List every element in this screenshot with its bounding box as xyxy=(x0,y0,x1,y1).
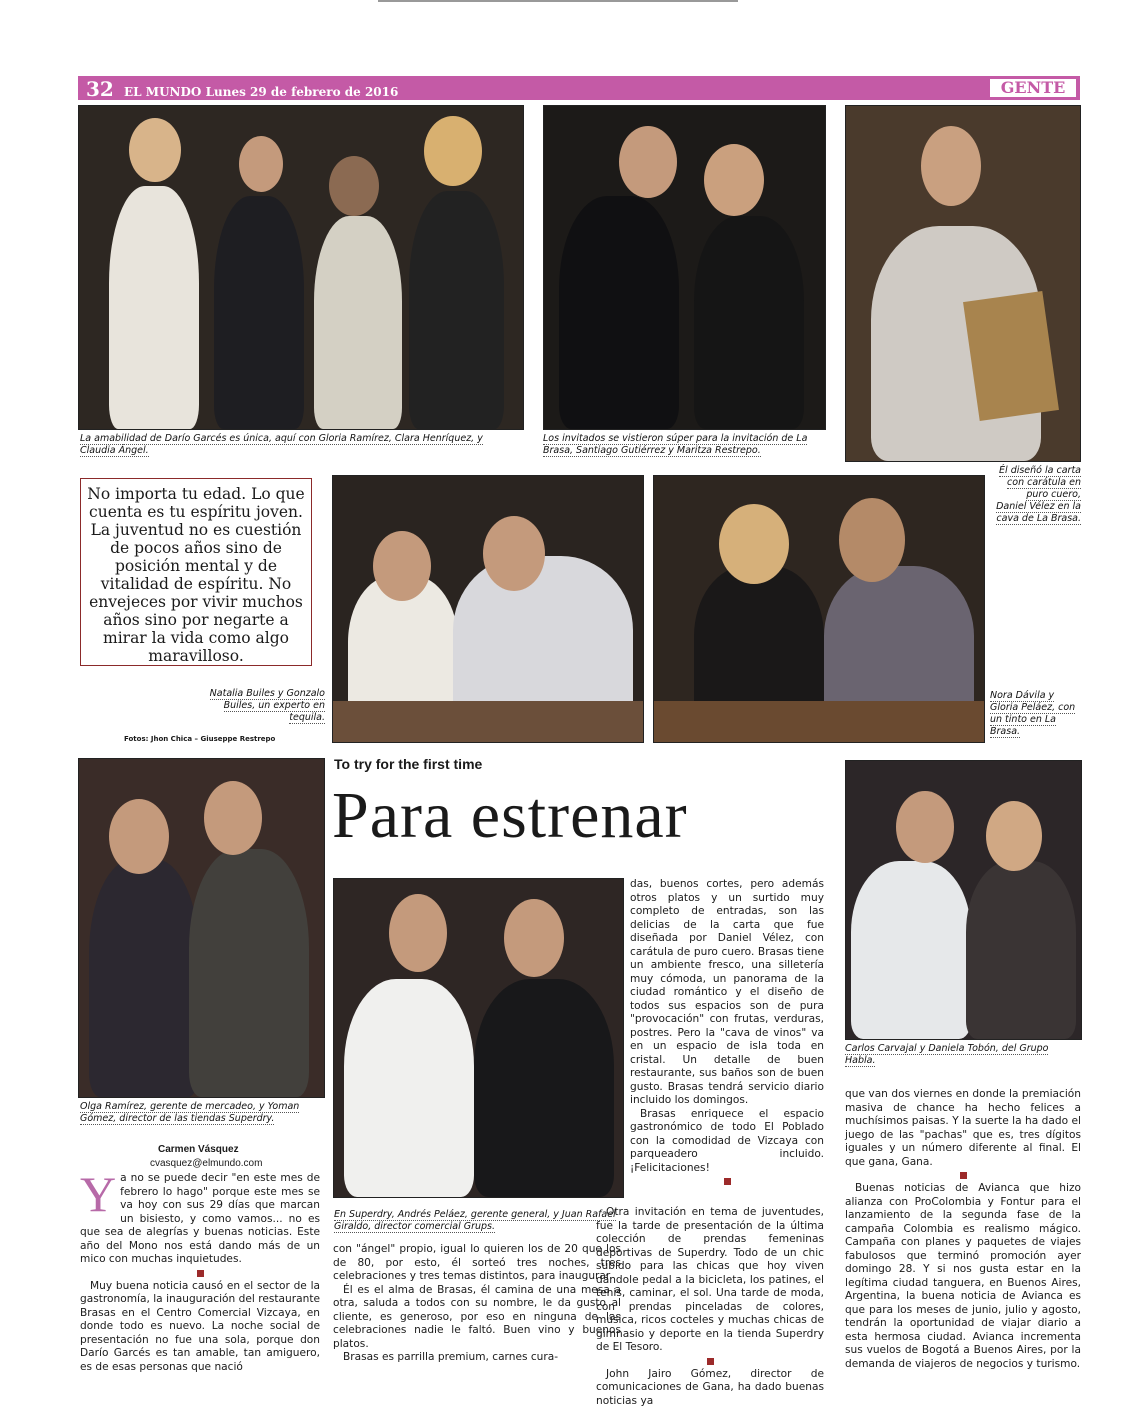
photo-4 xyxy=(332,475,644,743)
photo-6-caption: Olga Ramírez, gerente de mercadeo, y Yoman Gómez, director de las tiendas Superdry. xyxy=(80,1101,300,1124)
photo-5-caption: Nora Dávila y Gloria Peláez, con un tinto en La Brasa. xyxy=(990,690,1076,737)
photo-8-caption: Carlos Carvajal y Daniela Tobón, del Grupo Habla. xyxy=(845,1043,1049,1066)
paper-name: EL MUNDO xyxy=(124,85,202,99)
photo-1-caption: La amabilidad de Darío Garcés es única, aquí con Gloria Ramírez, Clara Henríquez, y Claudia Ángel. xyxy=(80,433,483,456)
page-edge xyxy=(378,0,738,2)
quote-box xyxy=(80,478,312,666)
article-column-3 xyxy=(630,878,824,1188)
photo-8 xyxy=(845,760,1082,1040)
quote-text: No importa tu edad. Lo que cuenta es tu espíritu joven. La juventud no es cuestión de pocos años sino de posición mental y de vitalidad de espíritu. No envejeces por vivir muchos años sino por negarte a mirar la vida como algo maravilloso. xyxy=(87,485,305,665)
paragraph: Muy buena noticia causó en el sector de la gastronomía, la inauguración del restaurante Brasas en el Centro Comercial Vizcaya, en donde todo es nuevo. La noche social de presentación no fue una sola, porque don Darío Garcés es tan amable, tan amiguero, es de esas personas que nació xyxy=(80,1279,320,1373)
paragraph: Buenas noticias de Avianca que hizo alianza con ProColombia y Fontur para el lanzamiento de la segunda fase de la campaña Colombia es realismo mágico. Campaña con planes y paquetes de viajes fabulosos que terminó promoción ayer domingo 28. Y si nos gusta estar en la legítima ciudad tanguera, en Buenos Aires, Argentina, la buena noticia de Avianca es que para los meses de junio, julio y agosto, tendrán la oportunidad de viajar diario a esta hermosa ciudad. Avianca incrementa sus vuelos de Bogotá a Buenos Aires, por la demanda de viajeros de negocios y turismo. xyxy=(845,1182,1081,1370)
photo-6 xyxy=(78,758,325,1098)
paragraph: a no se puede decir "en este mes de febrero lo hago" porque este mes se va hoy con sus 29 días que marcan un bisiesto, y como vamos... no es que sea de alegrías y buenas noticias. Este año del Mono nos está dando más de un mico con muchas inquietudes. xyxy=(80,1172,320,1265)
paragraph: John Jairo Gómez, director de comunicaciones de Gana, ha dado buenas noticias ya xyxy=(596,1367,824,1407)
paragraph: con "ángel" propio, igual lo quieren los de 20 que los de 80, por esto, él sorteó tres noches, tres celebraciones y tres temas distintos, para inaugurar. xyxy=(333,1243,621,1282)
page-header xyxy=(86,77,398,101)
article-kicker: To try for the first time xyxy=(334,756,483,772)
photo-7-caption: En Superdry, Andrés Peláez, gerente general, y Juan Rafael Giraldo, director comercial Grups. xyxy=(334,1209,616,1232)
photo-3-caption: Él diseñó la carta con carátula en puro cuero, Daniel Vélez en la cava de La Brasa. xyxy=(996,465,1081,524)
article-column-1 xyxy=(80,1166,320,1374)
article-column-3-wide xyxy=(596,1206,824,1408)
section-separator xyxy=(707,1358,714,1365)
photo-5 xyxy=(653,475,985,743)
article-email: cvasquez@elmundo.com xyxy=(150,1158,263,1169)
photo-2-caption: Los invitados se vistieron súper para la invitación de La Brasa, Santiago Gutiérrez y Maritza Restrepo. xyxy=(543,433,808,456)
photo-4-caption: Natalia Builes y Gonzalo Builes, un experto en tequila. xyxy=(209,688,325,723)
photo-1 xyxy=(78,105,524,430)
paragraph: que van dos viernes en donde la premiación masiva de chance ha hecho felices a muchísimos paisas. Y la suerte la ha dado el juego de las "pachas" que es, tres dígitos iguales y un número diferente al final. El que gana, Gana. xyxy=(845,1088,1081,1168)
paragraph: Brasas enriquece el espacio gastronómico de todo El Poblado con la comodidad de Vizcaya con parqueadero incluido. ¡Felicitaciones! xyxy=(630,1107,824,1174)
photo-7 xyxy=(333,878,624,1198)
section-separator xyxy=(724,1178,731,1185)
photo-2 xyxy=(543,105,826,430)
article-column-4 xyxy=(845,1088,1081,1371)
article-headline: Para estrenar xyxy=(332,779,688,852)
article-column-2 xyxy=(333,1243,621,1365)
page-number: 32 xyxy=(86,77,114,101)
paragraph: Otra invitación en tema de juventudes, fue la tarde de presentación de la última colección de prendas femeninas deportivas de Superdry. Todo de un chic subido para las chicas que hoy viven dándole pedal a la bicicleta, los patines, el tenis, caminar, el sol. Una tarde de moda, con prendas pinceladas de colores, música, ricos cocteles y muchas chicas de gimnasio y deporte en la tienda Superdry de El Tesoro. xyxy=(596,1206,824,1353)
section-label: GENTE xyxy=(988,77,1078,99)
article-author: Carmen Vásquez xyxy=(158,1144,239,1155)
paragraph: das, buenos cortes, pero además otros platos y un surtido muy completo de entradas, son las delicias de la carta que fue diseñada por Daniel Vélez, con carátula de puro cuero. Brasas tiene un ambiente fresco, una silletería muy cómoda, un panorama de la ciudad romántico y el diseño de todos sus espacios son de pura "provocación" con frutas, verduras, postres. Pero la "cava de vinos" va en un espacio de isla toda en cristal. Un detalle de buen restaurante, sus baños son de buen gusto. Brasas tendrá servicio diario incluido los domingos. xyxy=(630,878,824,1106)
photo-3 xyxy=(845,105,1081,462)
section-separator xyxy=(197,1270,204,1277)
paragraph: Él es el alma de Brasas, él camina de una mesa a otra, saluda a todos con su nombre, le da gusto al cliente, es generoso, por eso en ninguna de las celebraciones nadie le faltó. Buen vino y buenos platos. xyxy=(333,1283,621,1350)
paragraph: Brasas es parrilla premium, carnes cura- xyxy=(343,1351,559,1363)
drop-cap: Y xyxy=(80,1166,117,1222)
issue-date: Lunes 29 de febrero de 2016 xyxy=(205,85,399,99)
photo-credit: Fotos: Jhon Chica – Giuseppe Restrepo xyxy=(124,735,276,743)
section-separator xyxy=(960,1172,967,1179)
